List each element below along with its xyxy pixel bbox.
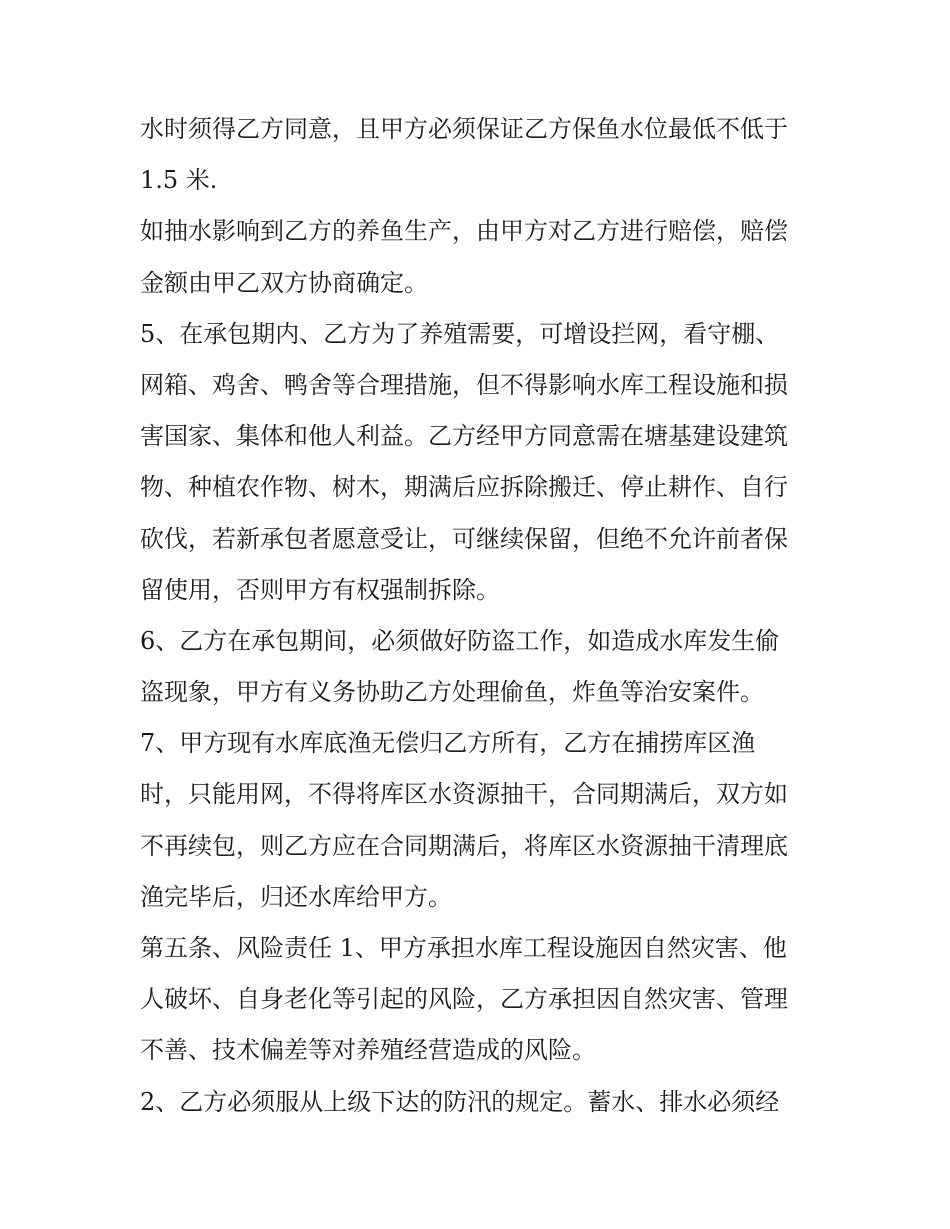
text-line: 如抽水影响到乙方的养鱼生产，由甲方对乙方进行赔偿，赔偿 (140, 217, 788, 246)
text-line: 时，只能用网，不得将库区水资源抽干，合同期满后，双方如 (140, 780, 788, 809)
text-line: 网箱、鸡舍、鸭舍等合理措施，但不得影响水库工程设施和损 (140, 370, 788, 399)
text-line: 1.5 米. (140, 166, 218, 195)
text-line: 盗现象，甲方有义务协助乙方处理偷鱼，炸鱼等治安案件。 (140, 678, 764, 707)
text-line: 人破坏、自身老化等引起的风险，乙方承担因自然灾害、管理 (140, 985, 788, 1014)
text-line: 2、乙方必须服从上级下达的防汛的规定。蓄水、排水必须经 (140, 1087, 780, 1116)
text-line: 不再续包，则乙方应在合同期满后，将库区水资源抽干清理底 (140, 831, 788, 860)
document-body (140, 104, 820, 1128)
text-line: 6、乙方在承包期间，必须做好防盗工作，如造成水库发生偷 (140, 626, 780, 655)
text-line: 渔完毕后，归还水库给甲方。 (140, 882, 452, 911)
text-line: 害国家、集体和他人利益。乙方经甲方同意需在塘基建设建筑 (140, 422, 788, 451)
text-line: 金额由甲乙双方协商确定。 (140, 268, 428, 297)
text-line: 5、在承包期内、乙方为了养殖需要，可增设拦网，看守棚、 (140, 319, 780, 348)
text-line: 不善、技术偏差等对养殖经营造成的风险。 (140, 1036, 596, 1065)
text-line: 物、种植农作物、树木，期满后应拆除搬迁、停止耕作、自行 (140, 473, 788, 502)
text-line: 砍伐，若新承包者愿意受让，可继续保留，但绝不允许前者保 (140, 524, 788, 553)
text-line: 第五条、风险责任 1、甲方承担水库工程设施因自然灾害、他 (140, 934, 787, 962)
text-line: 留使用，否则甲方有权强制拆除。 (140, 575, 500, 604)
text-line: 7、甲方现有水库底渔无偿归乙方所有，乙方在捕捞库区渔 (140, 729, 756, 758)
text-line: 水时须得乙方同意，且甲方必须保证乙方保鱼水位最低不低于 (140, 115, 788, 143)
